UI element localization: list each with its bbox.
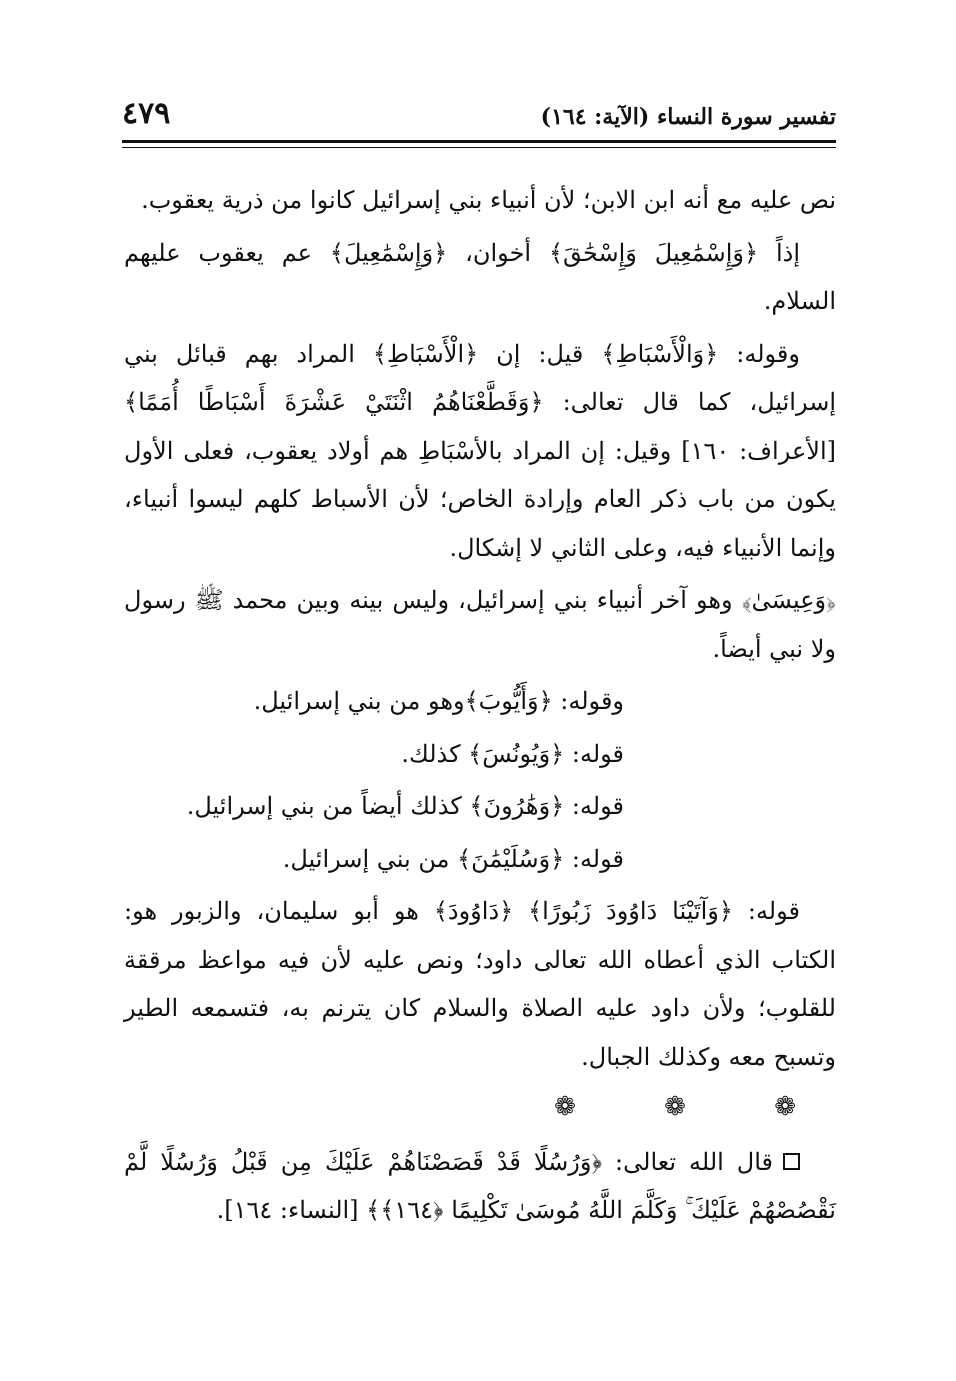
paragraph-9: قوله: ﴿وَآتَيْنَا دَاوُودَ زَبُورًا﴾ ﴿دَاوُودَ﴾ هو أبو سليمان، والزبور هو: الكتاب الذي أعطاه الله تعالى داود؛ ونص عليه لأن فيه مواعظ مرققة للقلوب؛ ولأن داود عليه الصلاة والسلام كان يترنم به، فتسمعه الطير وتسبح معه وكذلك الجبال. bbox=[124, 897, 836, 1071]
paragraph-2: إذاً ﴿وَإِسْمَٰعِيلَ وَإِسْحَٰقَ﴾ أخوان، ﴿وَإِسْمَٰعِيلَ﴾ عم يعقوب عليهم السلام. bbox=[124, 238, 836, 315]
paragraph-6: قوله: ﴿وَيُونُسَ﴾ كذلك. bbox=[401, 739, 624, 768]
paragraph-7: قوله: ﴿وَهَٰرُونَ﴾ كذلك أيضاً من بني إسرائيل. bbox=[186, 792, 624, 820]
paragraph-8: قوله: ﴿وَسُلَيْمَٰنَ﴾ من بني إسرائيل. bbox=[282, 844, 624, 873]
paragraph-4: ﴿وَعِيسَىٰ﴾ وهو آخر أنبياء بني إسرائيل، وليس بينه وبين محمد ﷺ رسول ولا نبي أيضاً. bbox=[124, 586, 836, 663]
running-title: تفسير سورة النساء (الآية: ١٦٤) bbox=[540, 104, 836, 130]
paragraph-5: وقوله: ﴿وَأَيُّوبَ﴾وهو من بني إسرائيل. bbox=[253, 687, 624, 715]
paragraph-3: وقوله: ﴿وَالْأَسْبَاطِ﴾ قيل: إن ﴿الْأَسْبَاطِ﴾ المراد بهم قبائل بني إسرائيل، كما قال تعالى: ﴿وَقَطَّعْنَاهُمُ اثْنَتَيْ عَشْرَةَ أَسْبَاطًا أُمَمًا﴾ [الأعراف: ١٦٠] وقيل: إن المراد بالأسْبَاطِ هم أولاد يعقوب، فعلى الأول يكون من باب ذكر العام وإرادة الخاص؛ لأن الأسباط كلهم ليسوا أنبياء، وإنما الأنبياء فيه، وعلى الثاني لا إشكال. bbox=[124, 339, 837, 562]
header-rule bbox=[122, 140, 836, 143]
verse-paragraph bbox=[124, 1138, 836, 1235]
header-rule-thin bbox=[122, 147, 836, 148]
page-header bbox=[122, 96, 836, 136]
section-divider: ❁ ❁ ❁ bbox=[554, 1092, 836, 1122]
page-body bbox=[124, 176, 836, 1235]
page-number: ٤٧٩ bbox=[122, 96, 171, 131]
square-icon bbox=[783, 1153, 800, 1170]
verse-text: قال الله تعالى: ﴿وَرُسُلًا قَدْ قَصَصْنَاهُمْ عَلَيْكَ مِن قَبْلُ وَرُسُلًا لَّمْ نَقْصُصْهُمْ عَلَيْكَ ۚ وَكَلَّمَ اللَّهُ مُوسَىٰ تَكْلِيمًا ﴿١٦٤﴾﴾ [النساء: ١٦٤]. bbox=[124, 1147, 836, 1224]
paragraph-1: نص عليه مع أنه ابن الابن؛ لأن أنبياء بني إسرائيل كانوا من ذرية يعقوب. bbox=[141, 186, 836, 214]
